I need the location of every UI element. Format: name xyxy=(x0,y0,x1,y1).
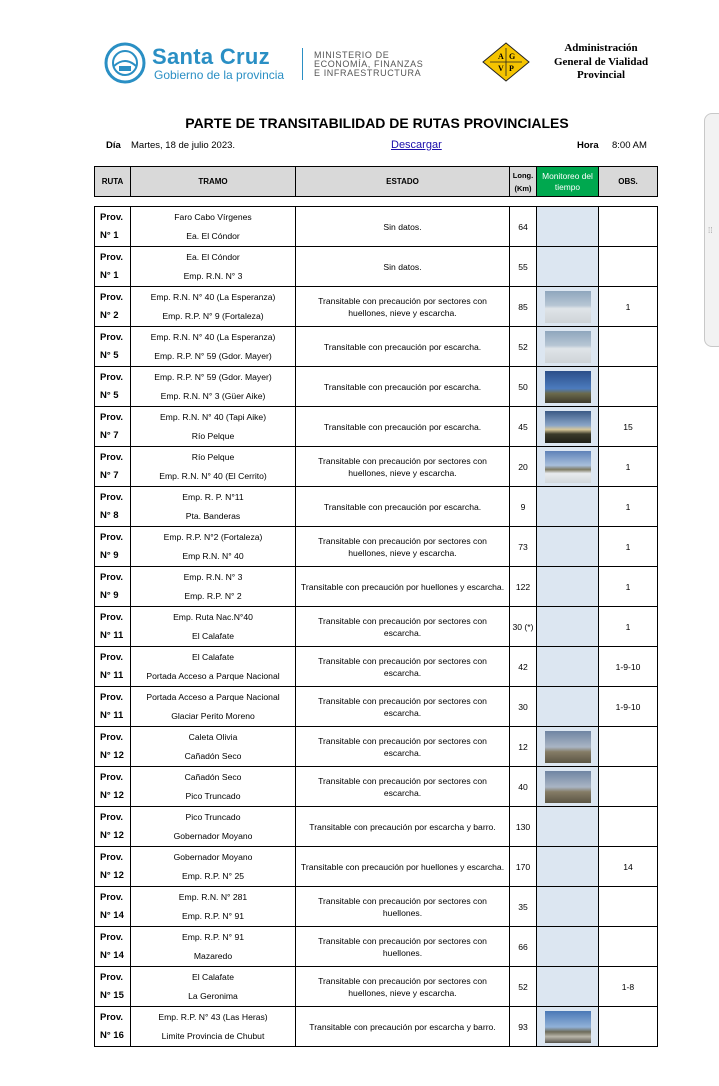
monitoreo-cell xyxy=(537,927,599,967)
table-row xyxy=(95,327,658,367)
ruta-prefix: Prov. xyxy=(100,851,124,863)
longitud-cell: 66 xyxy=(510,927,537,967)
ruta-prefix: Prov. xyxy=(100,451,124,463)
tramo-end: Emp. R.P. N° 9 (Fortaleza) xyxy=(162,310,264,321)
ruta-prefix: Prov. xyxy=(100,371,124,383)
longitud-cell: 45 xyxy=(510,407,537,447)
monitoreo-cell xyxy=(537,487,599,527)
weather-camera-photo[interactable] xyxy=(545,731,591,763)
ruta-cell xyxy=(95,527,131,567)
table-row xyxy=(95,287,658,327)
tramo-start: Emp. R.N. N° 3 xyxy=(183,571,243,582)
ruta-cell xyxy=(95,847,131,887)
longitud-cell: 130 xyxy=(510,807,537,847)
longitud-cell: 73 xyxy=(510,527,537,567)
tramo-cell xyxy=(131,687,296,727)
ruta-cell xyxy=(95,207,131,247)
ruta-number: N° 12 xyxy=(100,749,124,761)
ruta-number: N° 2 xyxy=(100,309,119,321)
tramo-cell xyxy=(131,967,296,1007)
obs-cell: 1 xyxy=(599,447,658,487)
monitoreo-cell xyxy=(537,527,599,567)
monitoreo-cell xyxy=(537,327,599,367)
estado-cell: Transitable con precaución por sectores con huellones, nieve y escarcha. xyxy=(296,287,510,327)
ministry-line: MINISTERIO DE xyxy=(314,50,390,60)
obs-cell: 15 xyxy=(599,407,658,447)
ruta-cell xyxy=(95,487,131,527)
monitoreo-cell xyxy=(537,767,599,807)
obs-cell: 1 xyxy=(599,487,658,527)
agvp-letter: A xyxy=(498,52,504,61)
agvp-name xyxy=(536,42,666,83)
weather-camera-photo[interactable] xyxy=(545,331,591,363)
tramo-cell xyxy=(131,487,296,527)
ruta-cell xyxy=(95,967,131,1007)
ministry-line: E INFRAESTRUCTURA xyxy=(314,68,422,78)
tramo-end: Pta. Banderas xyxy=(185,510,241,521)
monitoreo-cell xyxy=(537,847,599,887)
obs-cell: 1-9-10 xyxy=(599,647,658,687)
longitud-cell: 30 xyxy=(510,687,537,727)
table-row xyxy=(95,1007,658,1047)
side-scrollbar[interactable] xyxy=(704,113,719,347)
estado-cell: Sin datos. xyxy=(296,247,510,287)
longitud-cell: 55 xyxy=(510,247,537,287)
ruta-cell xyxy=(95,367,131,407)
longitud-cell: 20 xyxy=(510,447,537,487)
monitoreo-cell xyxy=(537,967,599,1007)
estado-cell: Transitable con precaución por sectores con escarcha. xyxy=(296,687,510,727)
obs-cell xyxy=(599,327,658,367)
column-header-ruta: RUTA xyxy=(95,167,131,197)
tramo-start: Emp. R.N. N° 40 (Tapi Aike) xyxy=(159,411,267,422)
obs-cell xyxy=(599,927,658,967)
longitud-cell: 85 xyxy=(510,287,537,327)
date-value: Martes, 18 de julio 2023. xyxy=(131,140,236,151)
estado-cell: Transitable con precaución por escarcha. xyxy=(296,407,510,447)
agvp-name-line: Provincial xyxy=(576,69,626,81)
tramo-end: Emp. R.N. N° 3 (Güer Aike) xyxy=(160,390,266,401)
tramo-cell xyxy=(131,407,296,447)
monitoreo-cell xyxy=(537,407,599,447)
ruta-number: N° 7 xyxy=(100,469,119,481)
ruta-number: N° 15 xyxy=(100,989,124,1001)
ruta-number: N° 16 xyxy=(100,1029,124,1041)
ruta-number: N° 14 xyxy=(100,909,124,921)
ruta-prefix: Prov. xyxy=(100,691,124,703)
obs-cell: 1 xyxy=(599,567,658,607)
ruta-cell xyxy=(95,567,131,607)
tramo-end: Emp. R.P. N° 91 xyxy=(181,910,245,921)
tramo-cell xyxy=(131,927,296,967)
tramo-end: Pico Truncado xyxy=(185,790,241,801)
longitud-cell: 9 xyxy=(510,487,537,527)
table-header xyxy=(94,166,658,197)
table-row xyxy=(95,647,658,687)
obs-cell: 1 xyxy=(599,287,658,327)
tramo-start: Emp. R. P. N°11 xyxy=(182,491,244,502)
ruta-number: N° 1 xyxy=(100,269,119,281)
ruta-number: N° 11 xyxy=(100,629,124,641)
ruta-prefix: Prov. xyxy=(100,931,124,943)
ruta-cell xyxy=(95,247,131,287)
tramo-cell xyxy=(131,1007,296,1047)
ruta-prefix: Prov. xyxy=(100,811,124,823)
ruta-prefix: Prov. xyxy=(100,531,124,543)
longitud-cell: 42 xyxy=(510,647,537,687)
tramo-cell xyxy=(131,647,296,687)
document-header xyxy=(0,38,719,98)
longitud-cell: 52 xyxy=(510,967,537,1007)
weather-camera-photo[interactable] xyxy=(545,1011,591,1043)
longitud-cell: 52 xyxy=(510,327,537,367)
tramo-start: Pico Truncado xyxy=(185,811,241,822)
monitoreo-cell xyxy=(537,727,599,767)
table-row xyxy=(95,247,658,287)
table-row xyxy=(95,767,658,807)
tramo-start: Faro Cabo Vírgenes xyxy=(174,211,252,222)
tramo-cell xyxy=(131,447,296,487)
agvp-name-line: Administración xyxy=(564,42,638,54)
download-link[interactable]: Descargar xyxy=(391,139,442,151)
ruta-cell xyxy=(95,927,131,967)
column-header-long-line: Long. xyxy=(512,170,534,180)
agvp-name-line: General de Vialidad xyxy=(553,55,649,68)
monitoreo-cell xyxy=(537,1007,599,1047)
estado-cell: Transitable con precaución por escarcha. xyxy=(296,327,510,367)
ruta-number: N° 12 xyxy=(100,829,124,841)
ruta-prefix: Prov. xyxy=(100,291,124,303)
estado-cell: Transitable con precaución por huellones y escarcha. xyxy=(296,847,510,887)
obs-cell: 1-9-10 xyxy=(599,687,658,727)
ruta-number: N° 14 xyxy=(100,949,124,961)
column-header-tramo: TRAMO xyxy=(131,167,296,197)
table-row xyxy=(95,887,658,927)
ruta-prefix: Prov. xyxy=(100,731,124,743)
ruta-prefix: Prov. xyxy=(100,571,124,583)
estado-cell: Transitable con precaución por sectores con escarcha. xyxy=(296,767,510,807)
estado-cell: Transitable con precaución por escarcha. xyxy=(296,367,510,407)
tramo-cell xyxy=(131,727,296,767)
column-header-obs: OBS. xyxy=(599,167,658,197)
routes-table-body xyxy=(95,207,658,1047)
table-row xyxy=(95,807,658,847)
tramo-end: Mazaredo xyxy=(193,950,233,961)
column-header-monitoreo xyxy=(537,167,599,197)
ruta-cell xyxy=(95,287,131,327)
header-divider xyxy=(302,48,303,80)
estado-cell: Transitable con precaución por sectores con huellones. xyxy=(296,927,510,967)
tramo-start: Emp. R.P. N°2 (Fortaleza) xyxy=(163,531,263,542)
table-row xyxy=(95,447,658,487)
ruta-number: N° 5 xyxy=(100,349,119,361)
tramo-end: El Calafate xyxy=(191,630,235,641)
ruta-cell xyxy=(95,807,131,847)
date-label: Día xyxy=(106,140,121,151)
tramo-cell xyxy=(131,527,296,567)
ruta-prefix: Prov. xyxy=(100,971,124,983)
obs-cell xyxy=(599,887,658,927)
tramo-cell xyxy=(131,767,296,807)
table-row xyxy=(95,407,658,447)
tramo-end: Emp. R.N. N° 3 xyxy=(183,270,243,281)
longitud-cell: 12 xyxy=(510,727,537,767)
tramo-start: Emp. R.N. N° 40 (La Esperanza) xyxy=(150,291,276,302)
obs-cell xyxy=(599,807,658,847)
tramo-cell xyxy=(131,207,296,247)
table-row xyxy=(95,607,658,647)
obs-cell xyxy=(599,207,658,247)
tramo-end: Emp. R.N. N° 40 (El Cerrito) xyxy=(159,470,267,481)
estado-cell: Transitable con precaución por escarcha y barro. xyxy=(296,807,510,847)
obs-cell: 1 xyxy=(599,527,658,567)
ruta-cell xyxy=(95,607,131,647)
tramo-cell xyxy=(131,887,296,927)
ministry-name xyxy=(314,51,423,78)
ruta-prefix: Prov. xyxy=(100,611,124,623)
tramo-end: Limite Provincia de Chubut xyxy=(161,1030,265,1041)
tramo-end: Portada Acceso a Parque Nacional xyxy=(146,670,280,681)
ruta-number: N° 11 xyxy=(100,709,124,721)
obs-cell xyxy=(599,727,658,767)
ruta-prefix: Prov. xyxy=(100,211,124,223)
tramo-start: Emp. R.N. N° 40 (La Esperanza) xyxy=(150,331,276,342)
longitud-cell: 170 xyxy=(510,847,537,887)
monitoreo-cell xyxy=(537,207,599,247)
monitoreo-cell xyxy=(537,887,599,927)
tramo-start: Emp. R.P. N° 91 xyxy=(181,931,245,942)
tramo-end: Emp. R.P. N° 59 (Gdor. Mayer) xyxy=(154,350,272,361)
estado-cell: Transitable con precaución por sectores con huellones, nieve y escarcha. xyxy=(296,967,510,1007)
table-row xyxy=(95,527,658,567)
longitud-cell: 30 (*) xyxy=(510,607,537,647)
column-header-monitoreo-line: tiempo xyxy=(554,181,581,192)
routes-table xyxy=(94,206,658,1047)
longitud-cell: 122 xyxy=(510,567,537,607)
obs-cell: 1 xyxy=(599,607,658,647)
estado-cell: Transitable con precaución por sectores con escarcha. xyxy=(296,727,510,767)
agvp-letter: G xyxy=(509,52,516,61)
column-header-long xyxy=(510,167,537,197)
tramo-start: El Calafate xyxy=(191,971,235,982)
monitoreo-cell xyxy=(537,687,599,727)
obs-cell xyxy=(599,367,658,407)
estado-cell: Transitable con precaución por escarcha. xyxy=(296,487,510,527)
ruta-number: N° 12 xyxy=(100,869,124,881)
time-value: 8:00 AM xyxy=(612,140,647,151)
longitud-cell: 50 xyxy=(510,367,537,407)
tramo-cell xyxy=(131,567,296,607)
ruta-prefix: Prov. xyxy=(100,1011,124,1023)
report-title: PARTE DE TRANSITABILIDAD DE RUTAS PROVINCIALES xyxy=(185,115,569,131)
monitoreo-cell xyxy=(537,447,599,487)
santa-cruz-emblem-icon xyxy=(104,42,146,84)
tramo-cell xyxy=(131,287,296,327)
ruta-prefix: Prov. xyxy=(100,891,124,903)
table-row xyxy=(95,847,658,887)
tramo-end: Emp R.N. N° 40 xyxy=(182,550,244,561)
longitud-cell: 64 xyxy=(510,207,537,247)
ruta-cell xyxy=(95,327,131,367)
monitoreo-cell xyxy=(537,647,599,687)
ruta-number: N° 7 xyxy=(100,429,119,441)
province-subtitle: Gobierno de la provincia xyxy=(154,68,285,82)
obs-cell: 1-8 xyxy=(599,967,658,1007)
ruta-cell xyxy=(95,1007,131,1047)
weather-camera-photo[interactable] xyxy=(545,771,591,803)
scroll-grip-icon: ⁞⁞ xyxy=(708,226,713,235)
ruta-number: N° 8 xyxy=(100,509,119,521)
tramo-end: Emp. R.P. N° 2 xyxy=(184,590,242,601)
tramo-end: Río Pelque xyxy=(191,430,235,441)
tramo-end: Gobernador Moyano xyxy=(173,830,253,841)
ruta-prefix: Prov. xyxy=(100,651,124,663)
table-row xyxy=(95,687,658,727)
ruta-prefix: Prov. xyxy=(100,491,124,503)
ruta-number: N° 12 xyxy=(100,789,124,801)
monitoreo-cell xyxy=(537,247,599,287)
ruta-number: N° 1 xyxy=(100,229,119,241)
tramo-start: Emp. R.N. N° 281 xyxy=(178,891,248,902)
monitoreo-cell xyxy=(537,607,599,647)
estado-cell: Transitable con precaución por sectores con escarcha. xyxy=(296,647,510,687)
weather-camera-photo[interactable] xyxy=(545,291,591,323)
ruta-number: N° 9 xyxy=(100,549,119,561)
estado-cell: Sin datos. xyxy=(296,207,510,247)
column-header-estado: ESTADO xyxy=(296,167,510,197)
obs-cell xyxy=(599,247,658,287)
ruta-number: N° 5 xyxy=(100,389,119,401)
tramo-cell xyxy=(131,607,296,647)
monitoreo-cell xyxy=(537,807,599,847)
monitoreo-cell xyxy=(537,367,599,407)
obs-cell xyxy=(599,1007,658,1047)
estado-cell: Transitable con precaución por escarcha y barro. xyxy=(296,1007,510,1047)
ruta-cell xyxy=(95,767,131,807)
ruta-number: N° 11 xyxy=(100,669,124,681)
tramo-start: Río Pelque xyxy=(191,451,235,462)
tramo-start: Emp. Ruta Nac.N°40 xyxy=(173,611,253,622)
tramo-start: Cañadón Seco xyxy=(184,771,242,782)
estado-cell: Transitable con precaución por sectores con huellones, nieve y escarcha. xyxy=(296,447,510,487)
table-row xyxy=(95,207,658,247)
ruta-prefix: Prov. xyxy=(100,411,124,423)
agvp-logo-icon xyxy=(482,42,530,82)
tramo-cell xyxy=(131,847,296,887)
table-row xyxy=(95,567,658,607)
table-row xyxy=(95,967,658,1007)
ruta-cell xyxy=(95,887,131,927)
tramo-start: Emp. R.P. N° 59 (Gdor. Mayer) xyxy=(154,371,272,382)
column-header-monitoreo-line: Monitoreo del xyxy=(542,170,593,181)
longitud-cell: 35 xyxy=(510,887,537,927)
weather-camera-photo[interactable] xyxy=(545,371,591,403)
time-label: Hora xyxy=(577,140,599,151)
tramo-end: La Geronima xyxy=(188,990,238,1001)
table-row xyxy=(95,367,658,407)
tramo-start: Emp. R.P. N° 43 (Las Heras) xyxy=(158,1011,268,1022)
obs-cell: 14 xyxy=(599,847,658,887)
ruta-cell xyxy=(95,687,131,727)
estado-cell: Transitable con precaución por sectores con escarcha. xyxy=(296,607,510,647)
estado-cell: Transitable con precaución por sectores con huellones, nieve y escarcha. xyxy=(296,527,510,567)
ruta-cell xyxy=(95,727,131,767)
agvp-letter: V xyxy=(498,64,504,73)
longitud-cell: 93 xyxy=(510,1007,537,1047)
tramo-end: Cañadón Seco xyxy=(184,750,242,761)
estado-cell: Transitable con precaución por sectores con huellones. xyxy=(296,887,510,927)
tramo-cell xyxy=(131,247,296,287)
ruta-cell xyxy=(95,447,131,487)
tramo-start: Portada Acceso a Parque Nacional xyxy=(146,691,280,702)
tramo-end: Glaciar Perito Moreno xyxy=(171,710,255,721)
monitoreo-cell xyxy=(537,567,599,607)
tramo-cell xyxy=(131,367,296,407)
province-name: Santa Cruz xyxy=(152,44,270,69)
tramo-cell xyxy=(131,327,296,367)
estado-cell: Transitable con precaución por huellones y escarcha. xyxy=(296,567,510,607)
tramo-end: Ea. El Cóndor xyxy=(186,230,240,241)
ruta-prefix: Prov. xyxy=(100,331,124,343)
longitud-cell: 40 xyxy=(510,767,537,807)
ruta-prefix: Prov. xyxy=(100,251,124,263)
ruta-cell xyxy=(95,647,131,687)
weather-camera-photo[interactable] xyxy=(545,411,591,443)
table-row xyxy=(95,487,658,527)
table-row xyxy=(95,727,658,767)
tramo-start: Ea. El Cóndor xyxy=(186,251,240,262)
ministry-line: ECONOMÍA, FINANZAS xyxy=(314,59,424,69)
monitoreo-cell xyxy=(537,287,599,327)
tramo-start: El Calafate xyxy=(191,651,235,662)
weather-camera-photo[interactable] xyxy=(545,451,591,483)
column-header-long-line: (Km) xyxy=(514,183,532,193)
ruta-prefix: Prov. xyxy=(100,771,124,783)
tramo-end: Emp. R.P. N° 25 xyxy=(181,870,245,881)
obs-cell xyxy=(599,767,658,807)
tramo-start: Gobernador Moyano xyxy=(173,851,253,862)
tramo-start: Caleta Olivia xyxy=(188,731,238,742)
tramo-cell xyxy=(131,807,296,847)
ruta-cell xyxy=(95,407,131,447)
table-row xyxy=(95,927,658,967)
ruta-number: N° 9 xyxy=(100,589,119,601)
agvp-letter: P xyxy=(509,64,514,73)
